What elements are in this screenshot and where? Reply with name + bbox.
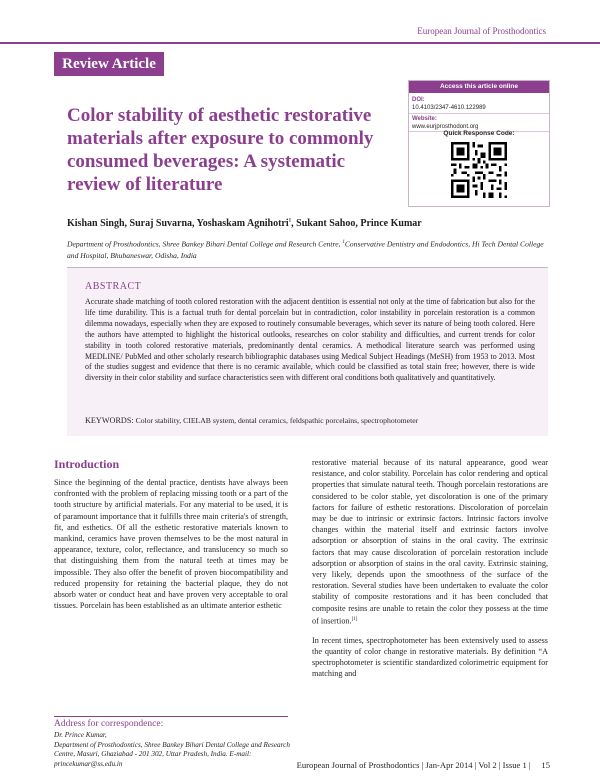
correspondence-rule <box>54 716 288 717</box>
doi-row <box>412 96 546 112</box>
correspondence-heading: Address for correspondence: <box>54 719 164 729</box>
doi-label: DOI: <box>412 97 425 103</box>
authors-part-1: Kishan Singh, Suraj Suvarna, Yoshaskam Agnihotri <box>67 218 289 229</box>
keywords-label: KEYWORDS: <box>85 416 134 425</box>
website-link[interactable]: www.eurjprosthodont.org <box>412 124 479 130</box>
access-heading: Access this article online <box>409 81 549 93</box>
article-title: Color stability of aesthetic restorative materials after exposure to commonly consumed beverages: A systematic review of literature <box>67 105 374 195</box>
keywords-list: Color stability, CIELAB system, dental ceramics, feldspathic porcelains, spectrophotometer <box>133 416 419 425</box>
abstract-top-rule <box>67 267 548 268</box>
qr-label: Quick Response Code: <box>443 130 515 137</box>
correspondence-details: Department of Prosthodontics, Shree Bankey Bihari Dental College and Research Centre, Masuri, Ghaziabad - 201 302, Uttar Pradesh, India. E-mail: princekumar@ss.edu.in <box>54 740 290 768</box>
footer-citation: European Journal of Prosthodontics | Jan-Apr 2014 | Vol 2 | Issue 1 | <box>296 760 531 770</box>
website-label: Website: <box>412 116 437 122</box>
body-paragraph: Since the beginning of the dental practice, dentists have always been confronted with the problem of replacing missing tooth or a part of the tooth structure by artificial materials. For any material to be used, it is of paramount importance that it fulfills three main criteria's of strength, fit, and esthetics. Of all the esthetic restorative materials known to mankind, ceramics have proven themselves to be the most natural in appearance, texture, color, reflectance, and translucency so much so that distinguishing them from the natural teeth at times may be impossible. They also offer the benefit of proven biocompatibility and reduced propensity for retaining the bacterial plaque, they do not absorb water or conduct heat and have proven very acceptable to oral tissues. Porcelain has been established as an ultimate anterior esthetic <box>54 478 288 611</box>
correspondence-name: Dr. Prince Kumar, <box>54 731 107 739</box>
article-type-badge: Review Article <box>54 52 164 76</box>
affiliations <box>67 237 547 261</box>
doi-value[interactable]: 10.4103/2347-4610.122989 <box>412 105 486 111</box>
author-affil-marker: 1 <box>288 218 292 224</box>
access-divider <box>409 113 549 114</box>
author-list <box>67 218 537 229</box>
website-row <box>412 115 546 131</box>
citation-ref[interactable]: [1] <box>351 616 358 622</box>
body-column-right <box>312 457 548 680</box>
body-paragraph: In recent times, spectrophotometer has been extensively used to assess the quantity of color change in restorative materials. By definition “A spectrophotometer is scientific standardized colorimetric equipment for matching and <box>312 635 548 679</box>
page-footer <box>240 760 550 770</box>
affiliation-1: Department of Prosthodontics, Shree Bankey Bihari Dental College and Research Centre, <box>67 239 343 249</box>
paragraph-text: restorative material because of its natural appearance, good wear resistance, and color stability. Porcelain has color rendering and optical properties that simulate natural teeth. Though porcelain restorations are considered to be color stable, yet discoloration is one of the primary factors for failure of esthetic restorations. Discoloration of porcelain may be due to intrinsic or extrinsic factors. Intrinsic factors involve changes within the material itself and extrinsic factors involve adsorption or absorption of stains in the oral cavity. The extrinsic factors that may cause discoloration of porcelain restoration include adsorption or absorption of stains in the oral cavity. Extrinsic staining, very likely, depends upon the smoothness of the surface of the restoration. Several studies have been undertaken to evaluate the color stability of composite restorations and it has been concluded that composite resins are unable to retain the color they possess at the time of insertion. <box>312 458 548 626</box>
journal-name-header: European Journal of Prosthodontics <box>417 26 546 36</box>
keywords <box>85 416 535 425</box>
header-rule <box>0 42 600 44</box>
abstract-text: Accurate shade matching of tooth colored restoration with the adjacent dentition is essential not only at the time of fabrication but also for the life time durability. This is a factual truth for dental porcelain but in contradiction, color instability in porcelain restoration is a common dilemma nowadays, especially when they are exposed to routinely consumable beverages, which sever its nature of being tooth colored. Here the authors have attempted to highlight the historical outlooks, researches on color stability and difficulties, and current trends for color stability in tooth colored restorative materials, predominantly dental ceramics. A methodical literature search was performed using MEDLINE/ PubMed and other scholarly research bibliographic databases using Medical Subject Headings (MeSH) from 1953 to 2013. Most of the studies suggest and evidence that there is no ceramic available, which could be classified as total stain free; however, there is wide diversity in their color stability and surface characteristics seen with different oral conditions both qualitatively and quantitatively. <box>85 297 535 383</box>
section-heading-introduction: Introduction <box>54 457 120 471</box>
affiliation-marker: 1 <box>342 240 345 245</box>
authors-part-2: , Sukant Sahoo, Prince Kumar <box>291 218 422 229</box>
body-column-left <box>54 477 288 611</box>
qr-code-icon <box>451 142 507 198</box>
abstract-heading: ABSTRACT <box>85 281 142 292</box>
body-paragraph <box>312 457 548 627</box>
affiliation-2: Conservative Dentistry and Endodontics, Hi Tech Dental College and Hospital, Bhubaneswar, Odisha, India <box>67 239 544 260</box>
page-number: 15 <box>541 760 550 770</box>
